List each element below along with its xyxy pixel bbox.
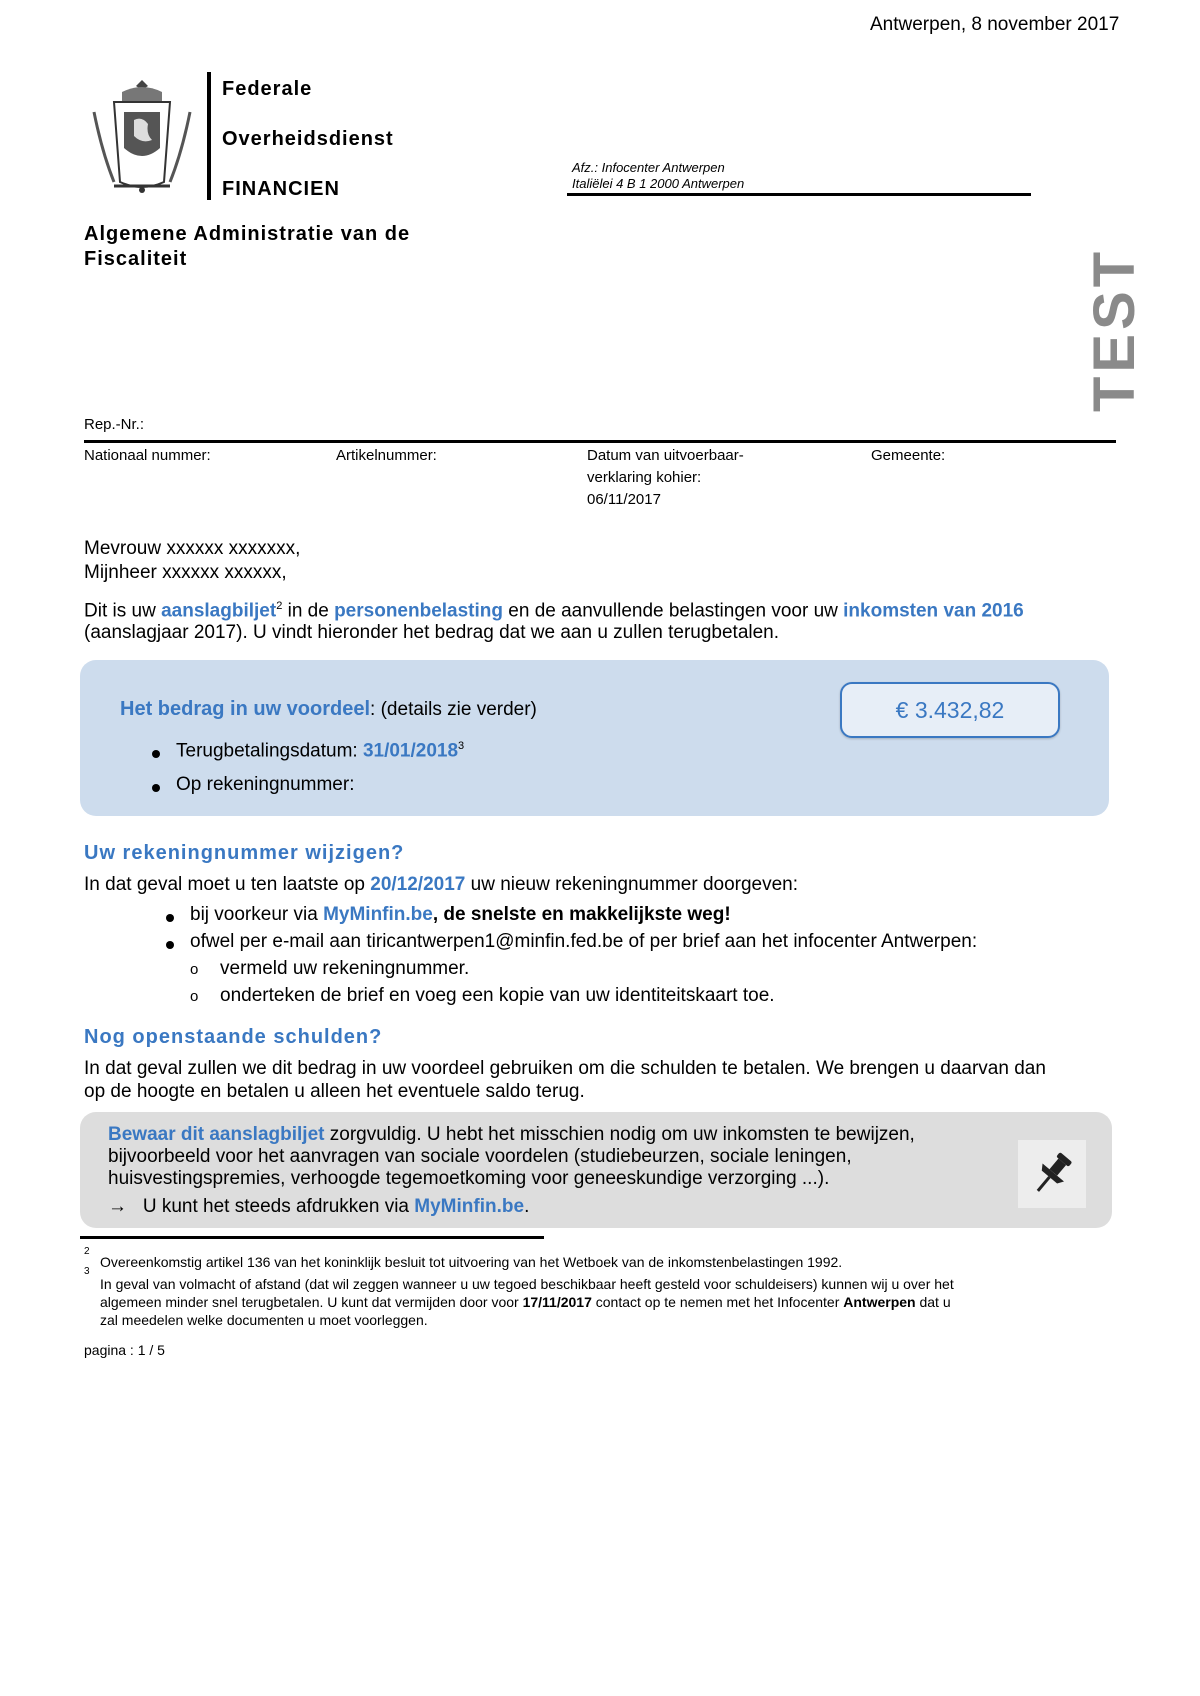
footnote-3-line-2: algemeen minder snel terugbetalen. U kunt dat vermijden door voor 17/11/2017 contact op te nemen met het Infocenter Antwerpen dat u <box>100 1294 951 1310</box>
org-line-3: FINANCIEN <box>222 178 340 200</box>
belgian-coat-of-arms-icon <box>84 72 200 196</box>
exec-date-label-1: Datum van uitvoerbaar- <box>587 447 744 464</box>
sender-line-2: Italiëlei 4 B 1 2000 Antwerpen <box>572 176 745 191</box>
footnote-3-line-3: zal meedelen welke documenten u moet voorleggen. <box>100 1312 428 1328</box>
bullet-icon <box>166 941 174 949</box>
sub-bullet-icon: o <box>190 988 199 1005</box>
refund-amount: € 3.432,82 <box>840 682 1060 738</box>
national-number-label: Nationaal nummer: <box>84 447 211 464</box>
intro-line-2: (aanslagjaar 2017). U vindt hieronder het bedrag dat we aan u zullen terugbetalen. <box>84 622 780 643</box>
letter-date: Antwerpen, 8 november 2017 <box>870 14 1120 35</box>
org-line-2: Overheidsdienst <box>222 128 394 150</box>
debts-heading: Nog openstaande schulden? <box>84 1026 383 1048</box>
personal-tax-link[interactable]: personenbelasting <box>334 600 503 622</box>
change-option-2: ofwel per e-mail aan tiricantwerpen1@minfin.fed.be of per brief aan het infocenter Antwerpen: <box>190 931 978 952</box>
change-sub-1: vermeld uw rekeningnummer. <box>220 958 470 979</box>
refund-title: Het bedrag in uw voordeel: (details zie verder) <box>120 698 537 720</box>
salutation-1: Mevrouw xxxxxx xxxxxxx, <box>84 538 301 559</box>
myminfin-link-2[interactable]: MyMinfin.be <box>414 1196 525 1217</box>
footnote-marker-3: 3 <box>84 1266 90 1277</box>
keep-line-4: → U kunt het steeds afdrukken via MyMinfin.be. <box>108 1196 530 1217</box>
refund-date: Terugbetalingsdatum: 31/01/2018$^3$ <box>176 740 465 762</box>
footnote-3-line-1: In geval van volmacht of afstand (dat wil zeggen wanneer u uw tegoed beschikbaar heeft gesteld voor schuldeisers) kunnen wij u over het <box>100 1276 954 1292</box>
header-divider <box>207 72 211 200</box>
refund-account: Op rekeningnummer: <box>176 774 355 795</box>
exec-date-label-2: verklaring kohier: <box>587 469 702 486</box>
change-account-text: In dat geval moet u ten laatste op 20/12/2017 uw nieuw rekeningnummer doorgeven: <box>84 874 799 895</box>
sub-bullet-icon: o <box>190 961 199 978</box>
footnote-rule <box>80 1236 544 1239</box>
administration-name: Algemene Administratie van de Fiscaliteit <box>84 223 411 270</box>
keep-line-1: Bewaar dit aanslagbiljet zorgvuldig. U hebt het misschien nodig om uw inkomsten te bewijzen, <box>108 1124 915 1145</box>
test-watermark <box>1082 247 1147 416</box>
pushpin-icon <box>1018 1140 1086 1208</box>
intro-line-1: Dit is uw aanslagbiljet$^2$ in de personenbelasting en de aanvullende belastingen voor uw inkomsten van 2016 <box>84 600 1024 622</box>
change-account-heading: Uw rekeningnummer wijzigen? <box>84 842 405 864</box>
exec-date-value: 06/11/2017 <box>587 491 661 508</box>
salutation-2: Mijnheer xxxxxx xxxxxx, <box>84 562 287 583</box>
article-number-label: Artikelnummer: <box>336 447 437 464</box>
myminfin-link[interactable]: MyMinfin.be <box>323 904 433 925</box>
keep-line-3: huisvestingspremies, verhoogde tegemoetkoming voor geneeskundige verzorging ...). <box>108 1168 830 1189</box>
change-option-1: bij voorkeur via MyMinfin.be, de snelste en makkelijkste weg! <box>190 904 731 925</box>
bullet-icon <box>152 784 160 792</box>
org-line-1: Federale <box>222 78 313 100</box>
debts-text-1: In dat geval zullen we dit bedrag in uw voordeel gebruiken om die schulden te betalen. We brengen u daarvan dan <box>84 1058 1046 1079</box>
footnote-marker-2: 2 <box>84 1246 90 1257</box>
sender-line-1: Afz.: Infocenter Antwerpen <box>572 160 725 175</box>
income-link[interactable]: inkomsten van 2016 <box>843 600 1024 622</box>
assessment-link[interactable]: aanslagbiljet <box>161 600 277 622</box>
keep-line-2: bijvoorbeeld voor het aanvragen van sociale voordelen (studiebeurzen, sociale leningen, <box>108 1146 852 1167</box>
bullet-icon <box>152 750 160 758</box>
debts-text-2: op de hoogte en betalen u alleen het eventuele saldo terug. <box>84 1081 585 1102</box>
sender-underline <box>567 193 1031 196</box>
bullet-icon <box>166 914 174 922</box>
municipality-label: Gemeente: <box>871 447 946 464</box>
fields-rule <box>84 440 1116 443</box>
page-number: pagina : 1 / 5 <box>84 1342 165 1358</box>
test-watermark-text: TEST <box>1082 247 1147 412</box>
footnote-2: Overeenkomstig artikel 136 van het koninklijk besluit tot uitvoering van het Wetboek van de inkomstenbelastingen 1992. <box>100 1254 843 1270</box>
arrow-icon: → <box>108 1196 127 1217</box>
rep-nr-label: Rep.-Nr.: <box>84 416 145 433</box>
change-sub-2: onderteken de brief en voeg een kopie van uw identiteitskaart toe. <box>220 985 775 1006</box>
